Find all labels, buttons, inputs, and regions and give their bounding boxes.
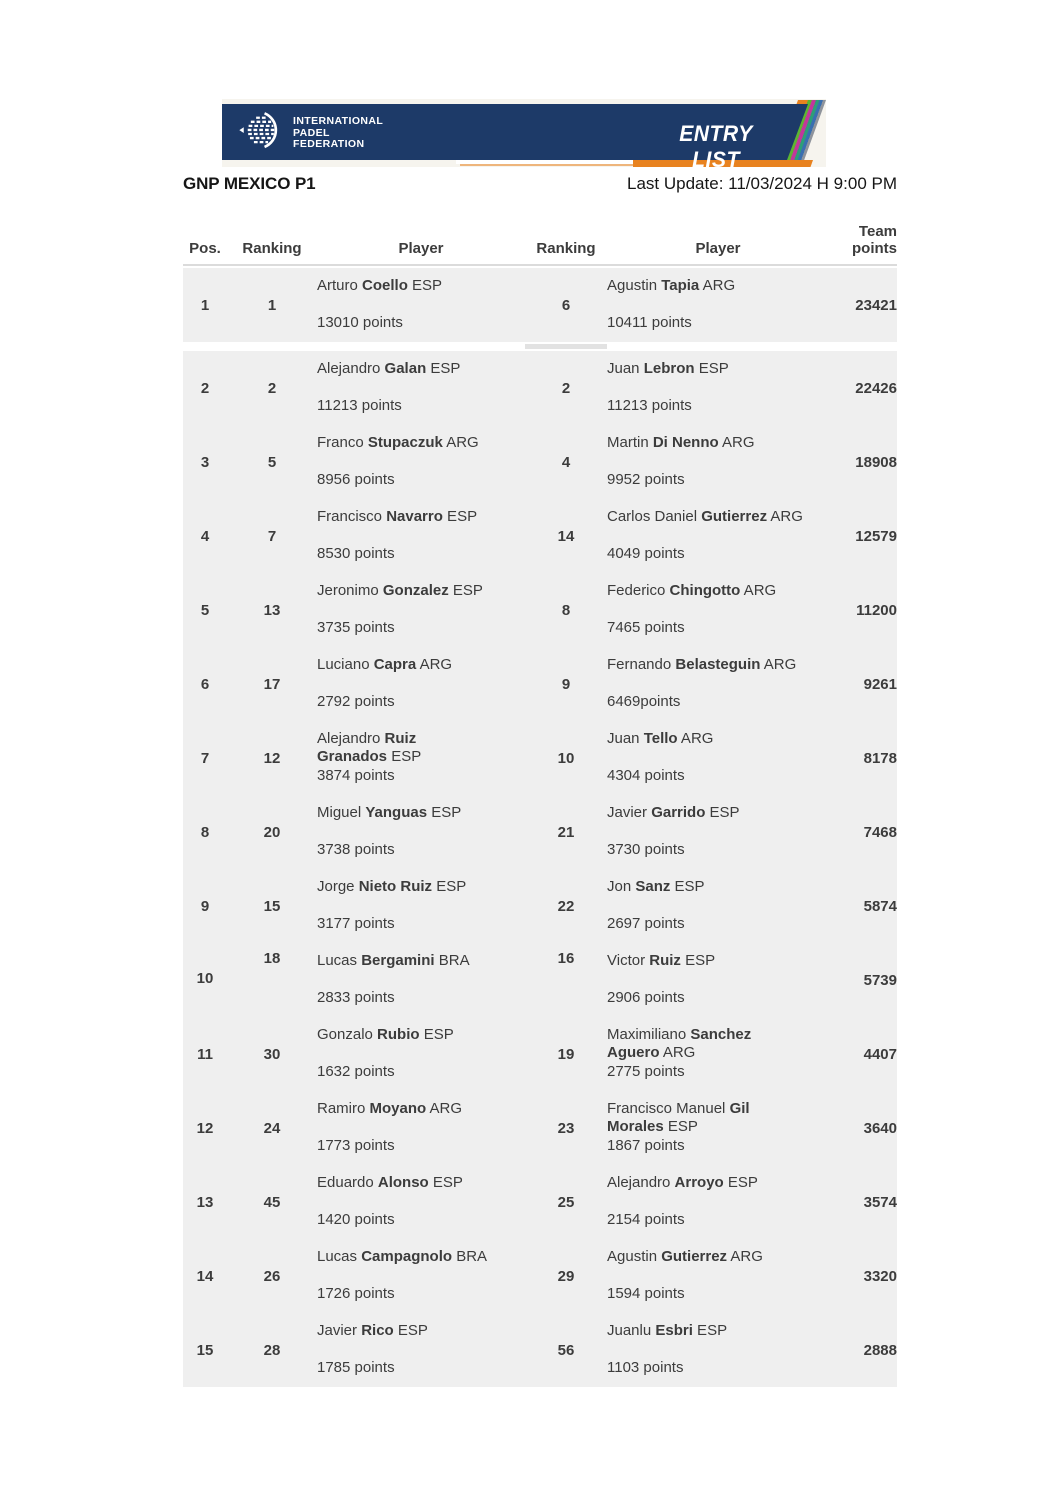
header-ranking-2: Ranking [536, 240, 596, 257]
player-2-name: Jon Sanz ESP [607, 878, 705, 895]
pos-cell: 5 [200, 601, 210, 619]
player-1-points: 1773 points [317, 1137, 395, 1154]
player-1-points: 8956 points [317, 471, 395, 488]
ranking-1-cell: 24 [263, 1119, 281, 1137]
table-row [183, 573, 897, 647]
divider-bar [525, 344, 607, 349]
team-points-cell: 3640 [863, 1119, 897, 1137]
player-2-name: Carlos Daniel Gutierrez ARG [607, 508, 803, 525]
ranking-2-cell: 19 [557, 1045, 575, 1063]
ranking-1-cell: 30 [263, 1045, 281, 1063]
header-player-2: Player [695, 240, 741, 257]
player-1-name: Alejandro Galan ESP [317, 360, 461, 377]
player-2-name: Maximiliano Sanchez Aguero ARG [607, 1026, 752, 1061]
ipf-logo-line-3: FEDERATION [293, 138, 365, 151]
player-1-cell [317, 1239, 525, 1313]
player-1-points: 11213 points [317, 397, 402, 414]
team-points-cell: 2888 [863, 1341, 897, 1359]
header-banner [222, 99, 826, 167]
team-points-cell: 5739 [863, 971, 897, 989]
player-1-name: Alejandro Ruiz Granados ESP [317, 730, 422, 765]
player-2-cell [607, 1165, 829, 1239]
ipf-logo-line-1: INTERNATIONAL [293, 115, 384, 128]
player-2-name: Juanlu Esbri ESP [607, 1322, 728, 1339]
table-row [183, 795, 897, 869]
pos-cell: 1 [200, 296, 210, 314]
ranking-1-cell: 17 [263, 675, 281, 693]
player-1-name: Miguel Yanguas ESP [317, 804, 462, 821]
pos-cell: 3 [200, 453, 210, 471]
header-player-1: Player [398, 240, 444, 257]
player-1-points: 3735 points [317, 619, 395, 636]
player-2-cell [607, 1313, 829, 1387]
ranking-2-cell: 16 [557, 950, 575, 967]
event-title: GNP MEXICO P1 [183, 174, 316, 193]
player-1-cell [317, 573, 525, 647]
table-row [183, 721, 897, 795]
header-team-points: Team points [852, 223, 897, 257]
ranking-1-cell: 20 [263, 823, 281, 841]
player-2-cell [607, 499, 829, 573]
ipf-logo-line-2: PADEL [293, 126, 330, 139]
player-1-name: Franco Stupaczuk ARG [317, 434, 479, 451]
team-points-cell: 23421 [855, 296, 897, 314]
pos-cell: 10 [196, 970, 214, 987]
table-header-row [183, 216, 897, 266]
ranking-1-cell: 15 [263, 897, 281, 915]
player-1-cell [317, 795, 525, 869]
player-2-points: 9952 points [607, 471, 685, 488]
ranking-2-cell: 14 [557, 527, 575, 545]
pos-cell: 15 [196, 1341, 214, 1359]
player-2-cell [607, 268, 829, 342]
player-1-cell [317, 721, 525, 795]
pos-cell: 9 [200, 897, 210, 915]
pos-cell: 7 [200, 749, 210, 767]
player-2-cell [607, 943, 829, 1017]
player-2-name: Fernando Belasteguin ARG [607, 656, 797, 673]
title-bar [183, 174, 897, 194]
player-2-points: 1867 points [607, 1137, 685, 1154]
team-points-cell: 12579 [855, 527, 897, 545]
team-points-cell: 3574 [863, 1193, 897, 1211]
table-row [183, 943, 897, 1017]
table-row [183, 1165, 897, 1239]
player-1-points: 13010 points [317, 314, 403, 331]
player-1-cell [317, 351, 525, 425]
player-1-points: 2833 points [317, 989, 395, 1006]
ranking-2-cell: 8 [561, 601, 571, 619]
player-1-points: 3177 points [317, 915, 395, 932]
player-2-name: Javier Garrido ESP [607, 804, 740, 821]
ipf-logo [238, 111, 383, 156]
team-points-cell: 11200 [856, 601, 897, 619]
player-2-cell [607, 869, 829, 943]
player-2-points: 3730 points [607, 841, 685, 858]
player-2-points: 7465 points [607, 619, 685, 636]
player-1-points: 2792 points [317, 693, 395, 710]
player-2-cell [607, 573, 829, 647]
team-points-cell: 9261 [863, 675, 897, 693]
player-1-cell [317, 499, 525, 573]
ranking-2-cell: 10 [557, 749, 575, 767]
player-1-cell [317, 1091, 525, 1165]
ranking-1-cell: 12 [263, 749, 281, 767]
player-1-cell [317, 869, 525, 943]
player-1-cell [317, 425, 525, 499]
ranking-1-cell: 26 [263, 1267, 281, 1285]
player-2-points: 2154 points [607, 1211, 685, 1228]
player-1-name: Francisco Navarro ESP [317, 508, 478, 525]
ranking-2-cell: 25 [557, 1193, 575, 1211]
ipf-ball-icon [238, 111, 284, 156]
table-row [183, 425, 897, 499]
pos-cell: 4 [200, 527, 210, 545]
table-row [183, 351, 897, 425]
team-points-cell: 8178 [863, 749, 897, 767]
player-2-cell [607, 795, 829, 869]
player-1-cell [317, 268, 525, 342]
team-points-cell: 3320 [863, 1267, 897, 1285]
player-2-points: 1103 points [607, 1359, 684, 1376]
ranking-2-cell: 2 [561, 379, 571, 397]
player-2-name: Martin Di Nenno ARG [607, 434, 755, 451]
ranking-2-cell: 56 [557, 1341, 575, 1359]
player-2-points: 4304 points [607, 767, 685, 784]
player-2-name: Alejandro Arroyo ESP [607, 1174, 758, 1191]
ranking-2-cell: 21 [557, 823, 575, 841]
player-2-points: 6469points [607, 693, 681, 710]
ranking-1-cell: 18 [263, 950, 281, 967]
team-points-cell: 4407 [863, 1045, 897, 1063]
player-1-points: 1420 points [317, 1211, 395, 1228]
player-1-cell [317, 647, 525, 721]
player-2-name: Francisco Manuel Gil Morales ESP [607, 1100, 750, 1135]
ranking-2-cell: 22 [557, 897, 575, 915]
player-2-points: 2906 points [607, 989, 685, 1006]
ranking-1-cell: 13 [263, 601, 281, 619]
player-2-cell [607, 1091, 829, 1165]
pos-cell: 13 [196, 1193, 214, 1211]
pos-cell: 14 [196, 1267, 214, 1285]
header-ranking-1: Ranking [242, 240, 302, 257]
table-row [183, 1017, 897, 1091]
player-2-cell [607, 1017, 829, 1091]
player-1-name: Arturo Coello ESP [317, 277, 443, 294]
player-1-cell [317, 1313, 525, 1387]
player-2-cell [607, 425, 829, 499]
player-2-name: Juan Lebron ESP [607, 360, 729, 377]
player-1-points: 3874 points [317, 767, 395, 784]
table-row [183, 499, 897, 573]
ipf-logo-text [293, 116, 383, 151]
player-2-name: Juan Tello ARG [607, 730, 714, 747]
player-1-name: Ramiro Moyano ARG [317, 1100, 463, 1117]
team-points-cell: 7468 [863, 823, 897, 841]
table-row [183, 1239, 897, 1313]
entry-table-body [183, 268, 897, 1387]
player-2-name: Victor Ruiz ESP [607, 952, 716, 969]
header-pos: Pos. [189, 240, 221, 257]
player-2-cell [607, 721, 829, 795]
player-2-points: 1594 points [607, 1285, 685, 1302]
last-update-text: Last Update: 11/03/2024 H 9:00 PM [627, 174, 897, 193]
ranking-2-cell: 9 [561, 675, 571, 693]
pos-cell: 2 [200, 379, 210, 397]
player-1-points: 1632 points [317, 1063, 395, 1080]
ranking-1-cell: 45 [263, 1193, 281, 1211]
ranking-2-cell: 23 [557, 1119, 575, 1137]
player-2-cell [607, 351, 829, 425]
player-2-name: Agustin Tapia ARG [607, 277, 736, 294]
ranking-1-cell: 1 [267, 296, 277, 314]
player-1-cell [317, 1165, 525, 1239]
ranking-2-cell: 4 [561, 453, 571, 471]
player-2-cell [607, 647, 829, 721]
player-1-name: Jorge Nieto Ruiz ESP [317, 878, 467, 895]
player-2-name: Federico Chingotto ARG [607, 582, 777, 599]
ranking-2-cell: 6 [561, 296, 571, 314]
ranking-1-cell: 2 [267, 379, 277, 397]
player-1-name: Lucas Campagnolo BRA [317, 1248, 488, 1265]
player-1-name: Lucas Bergamini BRA [317, 952, 470, 969]
player-1-points: 1726 points [317, 1285, 395, 1302]
player-2-points: 11213 points [607, 397, 692, 414]
player-1-name: Eduardo Alonso ESP [317, 1174, 463, 1191]
player-1-name: Luciano Capra ARG [317, 656, 453, 673]
player-2-points: 2697 points [607, 915, 685, 932]
pos-cell: 8 [200, 823, 210, 841]
team-points-cell: 5874 [863, 897, 897, 915]
table-row [183, 268, 897, 342]
table-row [183, 1091, 897, 1165]
player-1-points: 8530 points [317, 545, 395, 562]
player-1-points: 1785 points [317, 1359, 395, 1376]
pos-cell: 12 [196, 1119, 214, 1137]
table-row [183, 647, 897, 721]
player-1-name: Gonzalo Rubio ESP [317, 1026, 454, 1043]
player-2-name: Agustin Gutierrez ARG [607, 1248, 763, 1265]
player-2-points: 10411 points [607, 314, 692, 331]
player-2-cell [607, 1239, 829, 1313]
table-row [183, 869, 897, 943]
pos-cell: 11 [197, 1045, 213, 1063]
player-1-cell [317, 943, 525, 1017]
player-2-points: 2775 points [607, 1063, 685, 1080]
player-1-points: 3738 points [317, 841, 395, 858]
player-1-name: Javier Rico ESP [317, 1322, 428, 1339]
row-divider [183, 342, 897, 351]
player-1-cell [317, 1017, 525, 1091]
entry-list-label: ENTRY LIST [679, 121, 753, 167]
player-2-points: 4049 points [607, 545, 685, 562]
ranking-2-cell: 29 [557, 1267, 575, 1285]
entry-table [183, 216, 897, 1387]
ranking-1-cell: 5 [267, 453, 277, 471]
ranking-1-cell: 7 [267, 527, 277, 545]
pos-cell: 6 [200, 675, 210, 693]
table-row [183, 1313, 897, 1387]
team-points-cell: 22426 [855, 379, 897, 397]
ranking-1-cell: 28 [263, 1341, 281, 1359]
player-1-name: Jeronimo Gonzalez ESP [317, 582, 483, 599]
team-points-cell: 18908 [855, 453, 897, 471]
